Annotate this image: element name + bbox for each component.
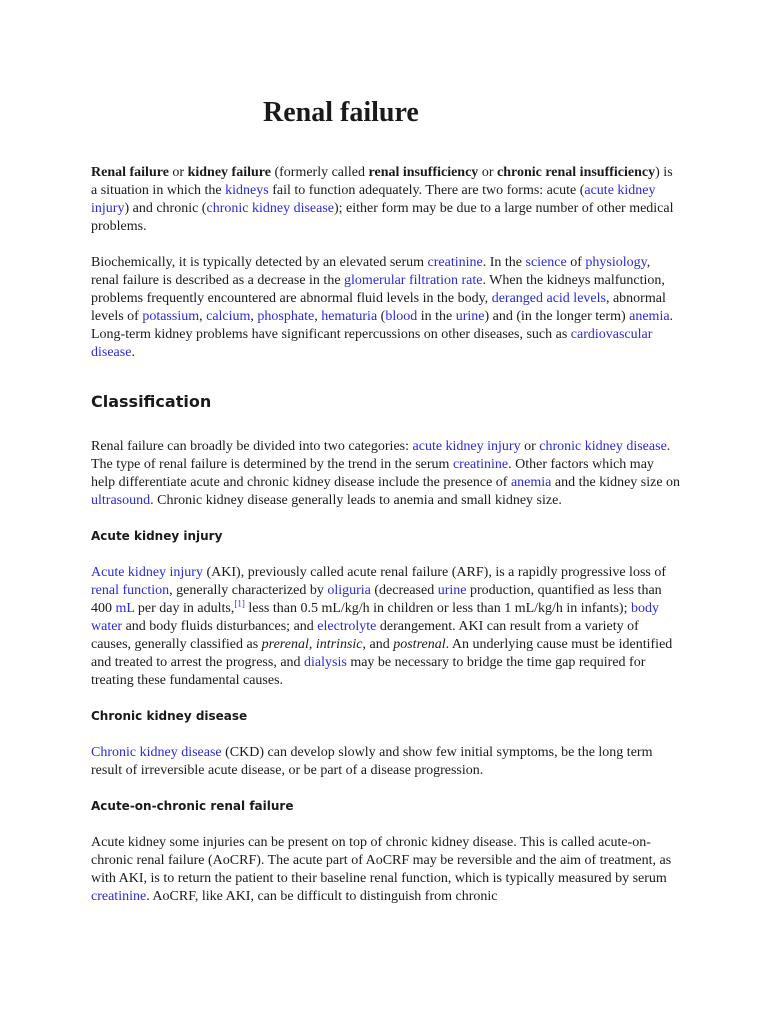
subsection-heading-aocrf: Acute-on-chronic renal failure	[91, 799, 294, 813]
intro-paragraph-2: Biochemically, it is typically detected by an elevated serum creatinine. In the science of physiology, renal failure is described as a decrease in the glomerular filtration rate. When the kidneys malfunction, problems frequently encountered are abnormal fluid levels in the body, deranged acid levels, abnormal levels of potassium, calcium, phosphate, hematuria (blood in the urine) and (in the longer term) anemia. Long-term kidney problems have significant repercussions on other diseases, such as cardiovascular disease.	[91, 255, 674, 360]
link-acute-kidney-injury[interactable]: acute kidney injury	[91, 183, 656, 216]
term-postrenal: postrenal	[393, 637, 446, 652]
subsection-heading-ckd: Chronic kidney disease	[91, 709, 248, 723]
term-kidney-failure: kidney failure	[187, 165, 271, 180]
link-glomerular-filtration-rate[interactable]: glomerular filtration rate	[344, 273, 483, 288]
link-chronic-kidney-disease[interactable]: chronic kidney disease	[539, 439, 667, 454]
aocrf-paragraph: Acute kidney some injuries can be present on top of chronic kidney disease. This is called acute-on-chronic renal failure (AoCRF). The acute part of AoCRF may be reversible and the aim of treatment, as with AKI, is to return the patient to their baseline renal function, which is typically measured by serum creatinine. AoCRF, like AKI, can be difficult to distinguish from chronic	[91, 835, 672, 904]
intro-paragraph-1: Renal failure or kidney failure (formerly called renal insufficiency or chronic renal insufficiency) is a situation in which the kidneys fail to function adequately. There are two forms: acute (acute kidney injury) and chronic (chronic kidney disease); either form may be due to a large number of other medical problems.	[91, 165, 674, 234]
link-calcium[interactable]: calcium	[206, 309, 251, 324]
link-anemia[interactable]: anemia	[510, 475, 552, 490]
link-kidneys[interactable]: kidneys	[225, 183, 269, 198]
link-acute-kidney-injury[interactable]: Acute kidney injury	[91, 565, 203, 580]
link-acute-kidney-injury[interactable]: acute kidney injury	[412, 439, 521, 454]
link-creatinine[interactable]: creatinine	[427, 255, 483, 270]
link-phosphate[interactable]: phosphate	[257, 309, 315, 324]
link-dialysis[interactable]: dialysis	[304, 655, 347, 670]
aki-paragraph: Acute kidney injury (AKI), previously called acute renal failure (ARF), is a rapidly progressive loss of renal function, generally characterized by oliguria (decreased urine production, quantified as less than 400 mL per day in adults,[1] less than 0.5 mL/kg/h in children or less than 1 mL/kg/h in infants); body water and body fluids disturbances; and electrolyte derangement. AKI can result from a variety of causes, generally classified as prerenal, intrinsic, and postrenal. An underlying cause must be identified and treated to arrest the progress, and dialysis may be necessary to bridge the time gap required for treating these fundamental causes.	[91, 565, 673, 688]
link-physiology[interactable]: physiology	[585, 255, 647, 270]
section-heading-classification: Classification	[91, 392, 212, 411]
link-creatinine[interactable]: creatinine	[452, 457, 509, 472]
citation-1	[234, 598, 245, 608]
citation-link-1[interactable]: [1]	[234, 598, 245, 609]
link-creatinine[interactable]: creatinine	[91, 889, 147, 904]
link-renal-function[interactable]: renal function	[91, 583, 170, 598]
link-urine[interactable]: urine	[455, 309, 485, 324]
subsection-heading-aki: Acute kidney injury	[91, 529, 223, 543]
link-deranged-acid-levels[interactable]: deranged acid levels	[491, 291, 606, 306]
link-oliguria[interactable]: oliguria	[327, 583, 371, 598]
link-blood[interactable]: blood	[385, 309, 418, 324]
link-potassium[interactable]: potassium	[142, 309, 200, 324]
link-electrolyte[interactable]: electrolyte	[317, 619, 377, 634]
link-hematuria[interactable]: hematuria	[321, 309, 378, 324]
link-science[interactable]: science	[525, 255, 567, 270]
link-ultrasound[interactable]: ultrasound	[91, 493, 151, 508]
term-renal-insufficiency: renal insufficiency	[368, 165, 479, 180]
article-body	[91, 96, 681, 906]
term-intrinsic: intrinsic	[315, 637, 363, 652]
link-urine[interactable]: urine	[437, 583, 467, 598]
link-chronic-kidney-disease[interactable]: Chronic kidney disease	[91, 745, 222, 760]
ckd-paragraph: Chronic kidney disease (CKD) can develop slowly and show few initial symptoms, be the long term result of irreversible acute disease, or be part of a disease progression.	[91, 745, 653, 778]
link-body-water[interactable]: body water	[91, 601, 659, 634]
term-renal-failure: Renal failure	[91, 165, 169, 180]
term-chronic-renal-insufficiency: chronic renal insufficiency	[496, 165, 656, 180]
link-ml[interactable]: mL	[115, 601, 135, 616]
classification-paragraph: Renal failure can broadly be divided into two categories: acute kidney injury or chronic kidney disease. The type of renal failure is determined by the trend in the serum creatinine. Other factors which may help differentiate acute and chronic kidney disease include the presence of anemia and the kidney size on ultrasound. Chronic kidney disease generally leads to anemia and small kidney size.	[91, 439, 681, 508]
link-cardiovascular-disease[interactable]: cardiovascular disease	[91, 327, 653, 360]
link-chronic-kidney-disease[interactable]: chronic kidney disease	[206, 201, 334, 216]
page-title: Renal failure	[263, 97, 419, 128]
link-anemia[interactable]: anemia	[629, 309, 670, 324]
term-prerenal: prerenal	[261, 637, 309, 652]
